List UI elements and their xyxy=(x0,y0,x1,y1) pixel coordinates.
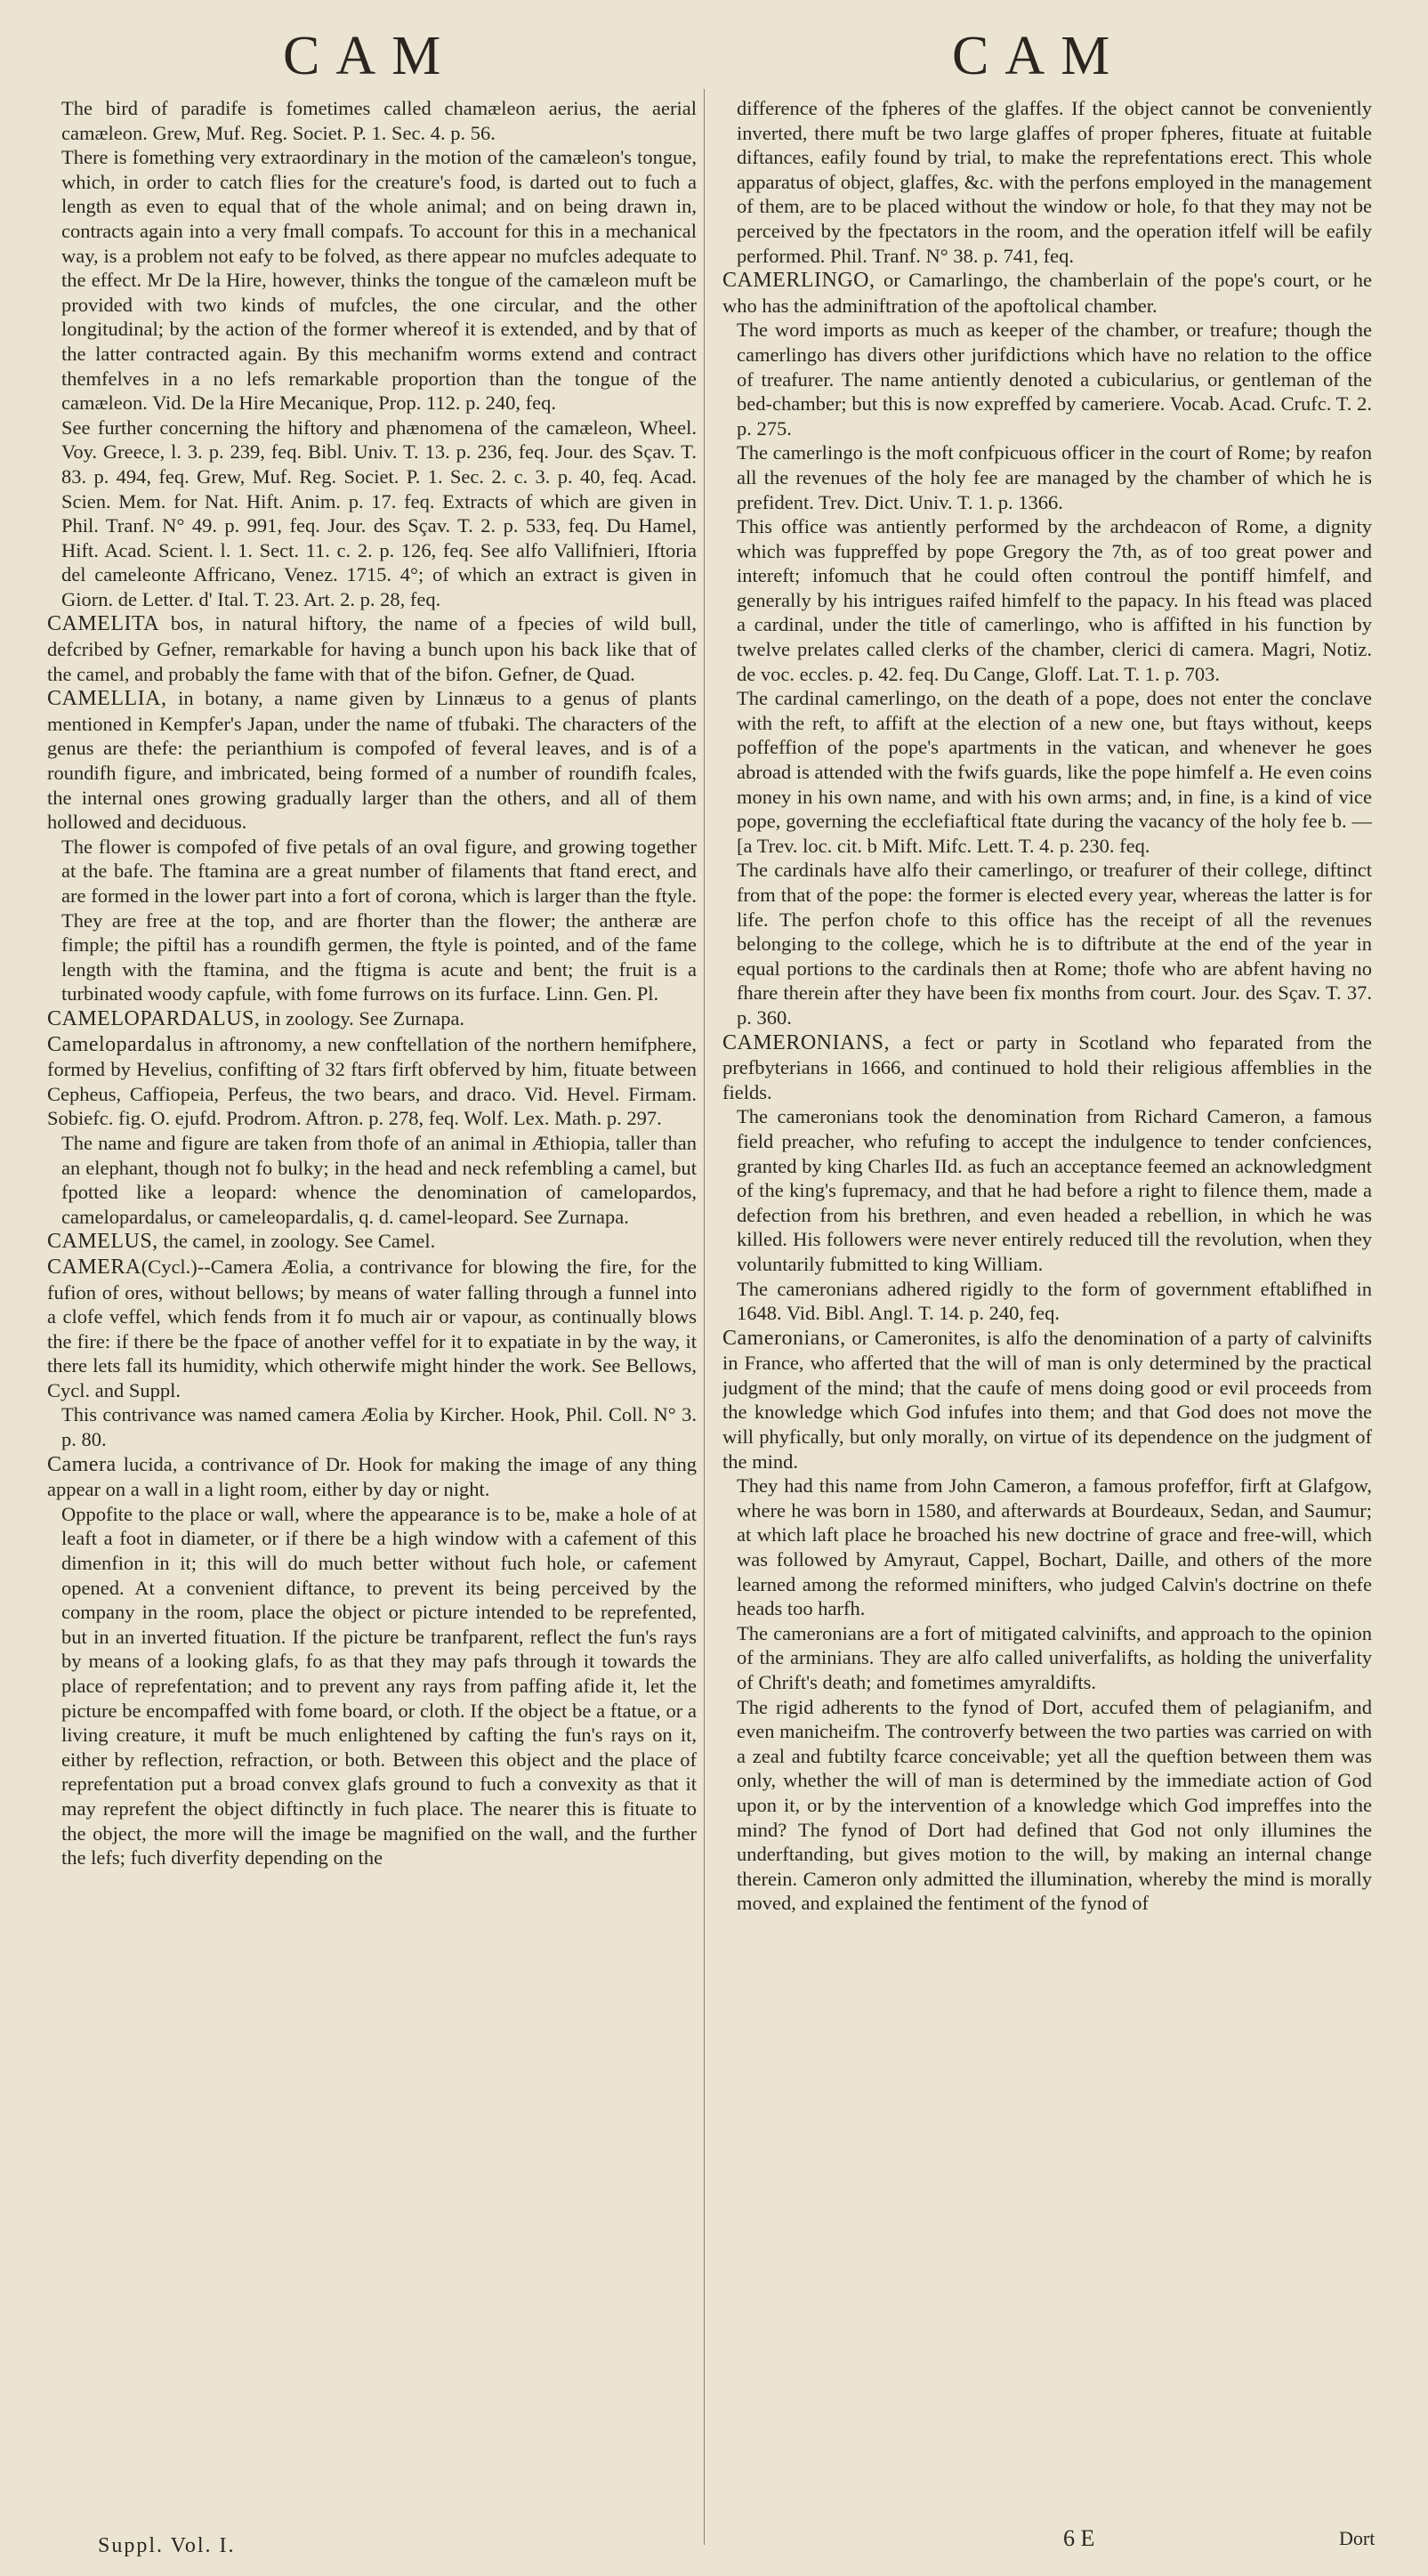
headword: CAMELITA xyxy=(47,612,160,636)
paragraph xyxy=(47,96,697,145)
paragraph xyxy=(722,1104,1372,1276)
entry-paragraph xyxy=(47,611,697,686)
signature-mark: 6 E xyxy=(1063,2525,1095,2551)
paragraph xyxy=(722,1277,1372,1326)
paragraph-text: (Cycl.)--Camera Æolia, a contrivance for blowing the fire, for the fufion of ores, without bellows; by means of water falling through a funnel into a clofe veffel, which fends from it fo much air or vapour, as continually blows the fire: if there be the fpace of another veffel for it to expatiate in by the way, it there lets fall its humidity, which otherwife might hinder the work. See Bellows, Cycl. and Suppl. xyxy=(47,1255,697,1401)
paragraph xyxy=(722,1474,1372,1621)
paragraph-text: in zoology. See Zurnapa. xyxy=(260,1006,465,1030)
entry-paragraph xyxy=(47,1032,697,1131)
paragraph-text: in botany, a name given by Linnæus to a genus of plants mentioned in Kempfer's Japan, under the name of tfubaki. The characters of the genus are thefe: the perianthium is compofed of feveral leaves, and is of a roundifh figure, and imbricated, being formed of a number of roundifh fcales, the internal ones growing gradually larger than the others, and all of them hollowed and deciduous. xyxy=(47,687,697,834)
paragraph xyxy=(47,416,697,612)
paragraph-text: The camerlingo is the moft confpicuous officer in the court of Rome; by reafon all the revenues of the holy fee are managed by the chamber of which he is prefident. Trev. Dict. Univ. T. 1. p. 1366. xyxy=(737,441,1372,513)
volume-label: Suppl. Vol. I. xyxy=(98,2534,236,2557)
paragraph-text: The cameronians adhered rigidly to the form of government eftablifhed in 1648. Vid. Bibl. Angl. T. 14. p. 240, feq. xyxy=(737,1277,1372,1325)
entry-paragraph xyxy=(47,1006,697,1032)
headword: CAMERLINGO, xyxy=(722,269,875,293)
paragraph-text: The cameronians took the denomination from Richard Cameron, a famous field preacher, who refufing to accept the indulgence to tender confciences, granted by king Charles IId. as fuch an acceptance feemed an acknowledgment of the king's fupremacy, and that he had before a right to filence them, made a defection from his brethren, and even headed a rebellion, in which he was killed. His followers were never entirely reduced till the revolution, when they voluntarily fubmitted to king William. xyxy=(737,1105,1372,1275)
paragraph xyxy=(47,1502,697,1870)
paragraph xyxy=(722,440,1372,514)
paragraph xyxy=(722,1695,1372,1916)
headword: Camera xyxy=(47,1452,117,1476)
catchword: Dort xyxy=(1339,2527,1376,2549)
paragraph-text: See further concerning the hiftory and phænomena of the camæleon, Wheel. Voy. Greece, l. 3. p. 239, feq. Bibl. Univ. T. 13. p. 236, feq. Jour. des Sçav. T. 83. p. 494, feq. Grew, Muf. Reg. Societ. P. 1. Sec. 2. c. 3. p. 40, feq. Acad. Scien. Mem. for Nat. Hift. Anim. p. 17. feq. Extracts of which are given in Phil. Tranf. N° 49. p. 991, feq. Jour. des Sçav. T. 2. p. 533, feq. Du Hamel, Hift. Acad. Scient. l. 1. Sect. 11. c. 2. p. 126, feq. See alfo Vallifnieri, Iftoria del cameleonte Affricano, Venez. 1715. 4°; of which an extract is given in Giorn. de Letter. d' Ital. T. 23. Art. 2. p. 28, feq. xyxy=(61,416,697,610)
headword: CAMELOPARDALUS, xyxy=(47,1006,261,1030)
right-column xyxy=(722,96,1372,2534)
paragraph-text: This office was antiently performed by the archdeacon of Rome, a dignity which was fuppreffed by pope Gregory the 7th, as of too great power and intereft; infomuch that he could often controul the pontiff himfelf, and generally by his intrigues raifed himfelf to the papacy. In his ftead was placed a cardinal, under the title of camerlingo, who is affifted in his function by twelve prelates called clerks of the chamber, clerici di camera. Magri, Notiz. de voc. eccles. p. 42. feq. Du Cange, Gloff. Lat. T. 1. p. 703. xyxy=(737,515,1372,685)
headword: CAMERONIANS, xyxy=(722,1030,891,1054)
headword: Camelopardalus xyxy=(47,1032,192,1056)
entry-paragraph xyxy=(722,1030,1372,1105)
paragraph xyxy=(722,96,1372,268)
paragraph xyxy=(47,1402,697,1451)
paragraph-text: The word imports as much as keeper of the chamber, or treafure; though the camerlingo has divers other jurifdictions which have no relation to the office of treafurer. The name antiently denoted a cubicularius, or gentleman of the bed-chamber; but this is now expreffed by cameriere. Vocab. Acad. Crufc. T. 2. p. 275. xyxy=(737,319,1372,440)
running-header xyxy=(0,25,1428,96)
paragraph xyxy=(47,145,697,416)
left-column xyxy=(47,96,697,2534)
paragraph-text: This contrivance was named camera Æolia by Kircher. Hook, Phil. Coll. N° 3. p. 80. xyxy=(61,1403,697,1451)
paragraph xyxy=(722,858,1372,1030)
paragraph xyxy=(47,835,697,1006)
headword: CAMELLIA, xyxy=(47,687,167,711)
paragraph-text: lucida, a contrivance of Dr. Hook for making the image of any thing appear on a wall in a light room, either by day or night. xyxy=(47,1452,697,1501)
entry-paragraph xyxy=(722,1326,1372,1474)
paragraph-text: or Cameronites, is alfo the denomination of a party of calvinifts in France, who afferted that the will of man is only determined by the practical judgment of the mind; that the caufe of mens doing good or evil proceeds from the knowledge which God infufes into them; and that God does not move the will phyfically, but only morally, on virtue of its dependence on the judgment of the mind. xyxy=(722,1326,1372,1473)
headword: CAMERA xyxy=(47,1255,141,1279)
paragraph-text: They had this name from John Cameron, a famous profeffor, firft at Glafgow, where he was born in 1580, and afterwards at Bourdeaux, Sedan, and Saumur; at which laft place he broached his new doctrine of grace and free-will, which was followed by Amyraut, Cappel, Bochart, Daille, and others of the more learned among the reformed minifters, who judged Calvin's doctrine on thefe heads too harfh. xyxy=(737,1474,1372,1620)
paragraph-text: The bird of paradife is fometimes called chamæleon aerius, the aerial camæleon. Grew, Muf. Reg. Societ. P. 1. Sec. 4. p. 56. xyxy=(61,97,697,144)
column-divider xyxy=(704,89,705,2545)
paragraph-text: The cardinals have alfo their camerlingo, or treafurer of their college, diftinct from that of the pope: the former is elected every year, whereas the latter is for life. The perfon chofe to this office has the receipt of all the revenues belonging to the college, which he is to diftribute at the end of the year in equal portions to the cardinals then at Rome; thofe who are abfent having no fhare therein after they have been fix months from court. Jour. des Sçav. T. 37. p. 360. xyxy=(737,859,1372,1029)
header-right: CAM xyxy=(952,26,1126,86)
headword: CAMELUS, xyxy=(47,1230,158,1254)
paragraph xyxy=(722,514,1372,686)
paragraph-text: The flower is compofed of five petals of an oval figure, and growing together at the bafe. The ftamina are a great number of filaments that ftand erect, and are formed in the lower part into a fort of corona, which is larger than the ftyle. They are free at the top, and are fhorter than the flower; the antheræ are fimple; the piftil has a roundifh germen, the ftyle is pointed, and of the fame length with the ftamina, and the ftigma is acute and bent; the fruit is a turbinated woody capfule, with fome furrows on its furface. Linn. Gen. Pl. xyxy=(61,835,697,1005)
paragraph-text: There is fomething very extraordinary in the motion of the camæleon's tongue, which, in order to catch flies for the creature's food, is darted out to fuch a length as even to equal that of the whole animal; and on being drawn in, contracts again into a very fmall compafs. To account for this in a mechanical way, is a problem not eafy to be folved, as there appear no mufcles adequate to the effect. Mr De la Hire, however, thinks the tongue of the camæleon muft be provided with two kinds of mufcles, the one circular, and the other longitudinal; by the action of the former whereof it is extended, and by that of the latter contracted again. By this mechanifm worms extend and contract themfelves in a no lefs remarkable proportion than the tongue of the camæleon. Vid. De la Hire Mecanique, Prop. 112. p. 240, feq. xyxy=(61,146,697,415)
paragraph-text: the camel, in zoology. See Camel. xyxy=(157,1230,436,1253)
paragraph xyxy=(722,1621,1372,1695)
paragraph-text: or Camarlingo, the chamberlain of the pope's court, or he who has the adminiftration of the apoftolical chamber. xyxy=(722,269,1372,317)
paragraph-text: in aftronomy, a new conftellation of the northern hemifphere, formed by Hevelius, confifting of 32 ftars firft obferved by him, fituate between Cepheus, Caffiopeia, Perfeus, the two bears, and draco. Vid. Hevel. Firmam. Sobiefc. fig. O. ejufd. Prodrom. Aftron. p. 278, feq. Wolf. Lex. Math. p. 297. xyxy=(47,1032,697,1130)
headword: Cameronians, xyxy=(722,1326,846,1350)
paragraph-text: The rigid adherents to the fynod of Dort, accufed them of pelagianifm, and even manicheifm. The controverfy between the two parties was carried on with a zeal and fubtilty fcarce conceivable; yet all the queftion between them was only, whether the will of man is determined by the immediate action of God upon it, or by the intervention of a knowledge which God impreffes into the mind? The fynod of Dort had defined that God not only illumines the underftanding, but gives motion to the will, by making an internal change therein. Cameron only admitted the illumination, whereby the mind is morally moved, and explained the fentiment of the fynod of xyxy=(737,1695,1372,1915)
paragraph-text: bos, in natural hiftory, the name of a fpecies of wild bull, defcribed by Gefner, remarkable for having a bunch upon his back like that of the camel, and probably the fame with that of the bifon. Gefner, de Quad. xyxy=(47,612,697,685)
paragraph-text: The cardinal camerlingo, on the death of a pope, does not enter the conclave with the reft, to affift at the election of a new one, but ftays without, keeps poffeffion of the pope's apartments in the vatican, and whenever he goes abroad is attended with the fwifs guards, like the pope himfelf a. He even coins money in his own name, and with his own arms; and, in fine, is a kind of vice pope, governing the ecclefiaftical ftate during the vacancy of the holy fee b. — [a Trev. loc. cit. b Mift. Mifc. Lett. T. 4. p. 230. feq. xyxy=(737,687,1372,857)
header-left: CAM xyxy=(283,26,457,86)
paragraph xyxy=(722,318,1372,440)
paragraph-text: a fect or party in Scotland who feparated from the prefbyterians in 1666, and continued to hold their religious affemblies in the fields. xyxy=(722,1030,1372,1103)
paragraph-text: Oppofite to the place or wall, where the appearance is to be, make a hole of at leaft a foot in diameter, or if there be a high window with a cafement of this dimenfion in it; this will do much better without fuch hole, or cafement opened. At a convenient diftance, to prevent its being perceived by the company in the room, place the object or picture intended to be reprefented, but in an inverted fituation. If the picture be tranfparent, reflect the fun's rays by means of a looking glafs, fo as that they may pafs through it towards the place of reprefentation; and to prevent any rays from paffing afide it, let the picture be encompaffed with fome board, or cloth. If the object be a ftatue, or a living creature, it muft be much enlightened by cafting the fun's rays on it, either by reflection, refraction, or both. Between this object and the place of reprefentation put a broad convex glafs ground to fuch a convexity as that it may reprefent the object diftinctly in fuch place. The nearer this is fituate to the object, the more will the image be magnified on the wall, and the further the lefs; fuch diverfity depending on the xyxy=(61,1502,697,1869)
entry-paragraph xyxy=(47,1452,697,1502)
entry-paragraph xyxy=(47,1255,697,1403)
entry-paragraph xyxy=(47,1229,697,1255)
paragraph-text: The cameronians are a fort of mitigated calvinifts, and approach to the opinion of the arminians. They are alfo called univerfalifts, as holding the univerfality of Chrift's death; and fometimes amyraldifts. xyxy=(737,1621,1372,1693)
paragraph-text: The name and figure are taken from thofe of an animal in Æthiopia, taller than an elephant, though not fo bulky; in the head and neck refembling a camel, but fpotted like a leopard: whence the denomination of camelopardos, camelopardalus, or cameleopardalis, q. d. camel-leopard. See Zurnapa. xyxy=(61,1131,697,1228)
entry-paragraph xyxy=(722,268,1372,318)
entry-paragraph xyxy=(47,686,697,835)
paragraph-text: difference of the fpheres of the glaffes. If the object cannot be conveniently inverted, there muft be two large glaffes of proper fpheres, fituate at fuitable diftances, eafily found by trial, to make the reprefentations erect. This whole apparatus of object, glaffes, &c. with the perfons employed in the management of them, are to be placed without the window or hole, fo that they may not be perceived by the fpectators in the room, and the operation itfelf will be eafily performed. Phil. Tranf. N° 38. p. 741, feq. xyxy=(737,97,1372,267)
paragraph xyxy=(47,1131,697,1229)
paragraph xyxy=(722,686,1372,858)
